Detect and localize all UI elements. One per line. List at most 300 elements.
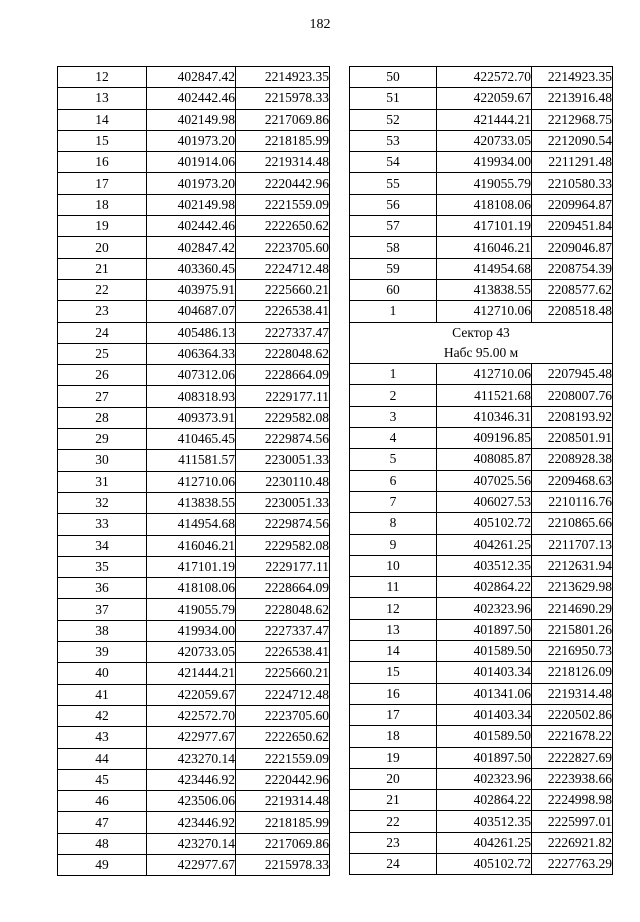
table-row	[58, 258, 330, 279]
point-number-cell: 3	[350, 406, 437, 427]
x-coordinate-cell: 407025.56	[437, 470, 532, 491]
y-coordinate-cell: 2224712.48	[236, 684, 330, 705]
point-number-cell: 35	[58, 556, 147, 577]
x-coordinate-cell: 402323.96	[437, 768, 532, 789]
x-coordinate-cell: 417101.19	[437, 216, 532, 237]
x-coordinate-cell: 405102.72	[437, 853, 532, 874]
y-coordinate-cell: 2222650.62	[236, 727, 330, 748]
table-row	[58, 407, 330, 428]
point-number-cell: 59	[350, 258, 437, 279]
table-row	[58, 237, 330, 258]
table-row	[58, 343, 330, 364]
point-number-cell: 13	[58, 88, 147, 109]
y-coordinate-cell: 2230051.33	[236, 450, 330, 471]
point-number-cell: 56	[350, 194, 437, 215]
x-coordinate-cell: 421444.21	[147, 663, 236, 684]
point-number-cell: 50	[350, 67, 437, 88]
point-number-cell: 32	[58, 492, 147, 513]
page-number: 182	[309, 17, 331, 32]
y-coordinate-cell: 2228048.62	[236, 599, 330, 620]
table-row	[58, 216, 330, 237]
table-row	[58, 152, 330, 173]
table-row	[350, 258, 613, 279]
x-coordinate-cell: 412710.06	[147, 471, 236, 492]
table-row	[350, 216, 613, 237]
table-row	[350, 811, 613, 832]
table-row	[350, 768, 613, 789]
sector-header-row	[350, 322, 613, 343]
x-coordinate-cell: 422572.70	[437, 67, 532, 88]
point-number-cell: 30	[58, 450, 147, 471]
table-row	[350, 726, 613, 747]
x-coordinate-cell: 401973.20	[147, 173, 236, 194]
y-coordinate-cell: 2209468.63	[532, 470, 613, 491]
x-coordinate-cell: 413838.55	[147, 492, 236, 513]
table-row	[58, 194, 330, 215]
x-coordinate-cell: 418108.06	[147, 578, 236, 599]
point-number-cell: 24	[58, 322, 147, 343]
x-coordinate-cell: 402149.98	[147, 109, 236, 130]
table-row	[350, 428, 613, 449]
table-row	[58, 578, 330, 599]
x-coordinate-cell: 407312.06	[147, 365, 236, 386]
point-number-cell: 52	[350, 109, 437, 130]
x-coordinate-cell: 404687.07	[147, 301, 236, 322]
table-row	[350, 470, 613, 491]
table-row	[350, 237, 613, 258]
table-row	[350, 194, 613, 215]
point-number-cell: 31	[58, 471, 147, 492]
x-coordinate-cell: 409196.85	[437, 428, 532, 449]
y-coordinate-cell: 2221559.09	[236, 194, 330, 215]
y-coordinate-cell: 2215978.33	[236, 854, 330, 875]
table-row	[58, 599, 330, 620]
table-row	[350, 385, 613, 406]
y-coordinate-cell: 2218126.09	[532, 662, 613, 683]
y-coordinate-cell: 2208501.91	[532, 428, 613, 449]
table-row	[350, 513, 613, 534]
point-number-cell: 25	[58, 343, 147, 364]
point-number-cell: 17	[350, 704, 437, 725]
y-coordinate-cell: 2224998.98	[532, 790, 613, 811]
x-coordinate-cell: 417101.19	[147, 556, 236, 577]
x-coordinate-cell: 405486.13	[147, 322, 236, 343]
y-coordinate-cell: 2218185.99	[236, 812, 330, 833]
x-coordinate-cell: 401589.50	[437, 641, 532, 662]
y-coordinate-cell: 2209046.87	[532, 237, 613, 258]
y-coordinate-cell: 2222827.69	[532, 747, 613, 768]
point-number-cell: 11	[350, 577, 437, 598]
point-number-cell: 2	[350, 385, 437, 406]
x-coordinate-cell: 412710.06	[437, 301, 532, 322]
point-number-cell: 26	[58, 365, 147, 386]
table-row	[58, 791, 330, 812]
point-number-cell: 1	[350, 301, 437, 322]
point-number-cell: 14	[350, 641, 437, 662]
y-coordinate-cell: 2219314.48	[532, 683, 613, 704]
table-row	[350, 534, 613, 555]
y-coordinate-cell: 2209964.87	[532, 194, 613, 215]
coordinates-table-right-body	[350, 67, 613, 875]
point-number-cell: 15	[350, 662, 437, 683]
x-coordinate-cell: 402442.46	[147, 216, 236, 237]
x-coordinate-cell: 416046.21	[437, 237, 532, 258]
x-coordinate-cell: 422059.67	[437, 88, 532, 109]
table-row	[350, 67, 613, 88]
point-number-cell: 21	[350, 790, 437, 811]
x-coordinate-cell: 401973.20	[147, 130, 236, 151]
point-number-cell: 24	[350, 853, 437, 874]
y-coordinate-cell: 2208518.48	[532, 301, 613, 322]
table-row	[58, 471, 330, 492]
table-row	[350, 641, 613, 662]
y-coordinate-cell: 2214923.35	[532, 67, 613, 88]
y-coordinate-cell: 2208928.38	[532, 449, 613, 470]
coordinates-table-left-body	[58, 67, 330, 876]
table-row	[350, 173, 613, 194]
table-row	[58, 386, 330, 407]
table-row	[58, 67, 330, 88]
x-coordinate-cell: 403360.45	[147, 258, 236, 279]
table-row	[58, 812, 330, 833]
y-coordinate-cell: 2227763.29	[532, 853, 613, 874]
x-coordinate-cell: 403512.35	[437, 811, 532, 832]
y-coordinate-cell: 2224712.48	[236, 258, 330, 279]
point-number-cell: 19	[350, 747, 437, 768]
table-row	[350, 832, 613, 853]
point-number-cell: 12	[58, 67, 147, 88]
table-row	[58, 492, 330, 513]
table-row	[350, 598, 613, 619]
point-number-cell: 36	[58, 578, 147, 599]
coordinates-table-left	[57, 66, 330, 876]
point-number-cell: 55	[350, 173, 437, 194]
table-row	[350, 491, 613, 512]
y-coordinate-cell: 2220502.86	[532, 704, 613, 725]
y-coordinate-cell: 2207945.48	[532, 364, 613, 385]
table-row	[58, 833, 330, 854]
point-number-cell: 48	[58, 833, 147, 854]
y-coordinate-cell: 2217069.86	[236, 833, 330, 854]
x-coordinate-cell: 419934.00	[437, 152, 532, 173]
point-number-cell: 7	[350, 491, 437, 512]
y-coordinate-cell: 2212968.75	[532, 109, 613, 130]
x-coordinate-cell: 420733.05	[147, 642, 236, 663]
y-coordinate-cell: 2215978.33	[236, 88, 330, 109]
x-coordinate-cell: 418108.06	[437, 194, 532, 215]
x-coordinate-cell: 402847.42	[147, 237, 236, 258]
x-coordinate-cell: 402323.96	[437, 598, 532, 619]
y-coordinate-cell: 2210580.33	[532, 173, 613, 194]
coordinates-table-right	[349, 66, 613, 875]
point-number-cell: 53	[350, 130, 437, 151]
x-coordinate-cell: 404261.25	[437, 534, 532, 555]
y-coordinate-cell: 2220442.96	[236, 173, 330, 194]
y-coordinate-cell: 2223705.60	[236, 705, 330, 726]
point-number-cell: 47	[58, 812, 147, 833]
table-row	[58, 535, 330, 556]
x-coordinate-cell: 401341.06	[437, 683, 532, 704]
y-coordinate-cell: 2226538.41	[236, 642, 330, 663]
point-number-cell: 38	[58, 620, 147, 641]
point-number-cell: 60	[350, 279, 437, 300]
x-coordinate-cell: 419934.00	[147, 620, 236, 641]
x-coordinate-cell: 402847.42	[147, 67, 236, 88]
point-number-cell: 13	[350, 619, 437, 640]
x-coordinate-cell: 420733.05	[437, 130, 532, 151]
x-coordinate-cell: 403512.35	[437, 555, 532, 576]
table-row	[350, 790, 613, 811]
table-row	[58, 173, 330, 194]
point-number-cell: 15	[58, 130, 147, 151]
x-coordinate-cell: 408318.93	[147, 386, 236, 407]
y-coordinate-cell: 2212631.94	[532, 555, 613, 576]
x-coordinate-cell: 423270.14	[147, 833, 236, 854]
x-coordinate-cell: 401914.06	[147, 152, 236, 173]
table-row	[350, 619, 613, 640]
table-row	[58, 854, 330, 875]
point-number-cell: 51	[350, 88, 437, 109]
point-number-cell: 1	[350, 364, 437, 385]
point-number-cell: 18	[58, 194, 147, 215]
x-coordinate-cell: 401897.50	[437, 747, 532, 768]
y-coordinate-cell: 2225660.21	[236, 279, 330, 300]
x-coordinate-cell: 423446.92	[147, 812, 236, 833]
point-number-cell: 49	[58, 854, 147, 875]
point-number-cell: 28	[58, 407, 147, 428]
table-row	[58, 365, 330, 386]
table-row	[350, 555, 613, 576]
y-coordinate-cell: 2229582.08	[236, 407, 330, 428]
point-number-cell: 41	[58, 684, 147, 705]
y-coordinate-cell: 2223938.66	[532, 768, 613, 789]
point-number-cell: 37	[58, 599, 147, 620]
table-row	[350, 109, 613, 130]
table-row	[350, 301, 613, 322]
table-row	[350, 449, 613, 470]
point-number-cell: 45	[58, 769, 147, 790]
point-number-cell: 54	[350, 152, 437, 173]
table-row	[58, 450, 330, 471]
y-coordinate-cell: 2221678.22	[532, 726, 613, 747]
table-row	[350, 88, 613, 109]
y-coordinate-cell: 2222650.62	[236, 216, 330, 237]
x-coordinate-cell: 410465.45	[147, 429, 236, 450]
table-row	[58, 556, 330, 577]
y-coordinate-cell: 2229874.56	[236, 514, 330, 535]
y-coordinate-cell: 2219314.48	[236, 791, 330, 812]
y-coordinate-cell: 2230051.33	[236, 492, 330, 513]
table-row	[58, 109, 330, 130]
point-number-cell: 44	[58, 748, 147, 769]
table-row	[350, 364, 613, 385]
point-number-cell: 8	[350, 513, 437, 534]
y-coordinate-cell: 2209451.84	[532, 216, 613, 237]
x-coordinate-cell: 416046.21	[147, 535, 236, 556]
x-coordinate-cell: 422059.67	[147, 684, 236, 705]
x-coordinate-cell: 402864.22	[437, 577, 532, 598]
point-number-cell: 40	[58, 663, 147, 684]
y-coordinate-cell: 2208754.39	[532, 258, 613, 279]
point-number-cell: 6	[350, 470, 437, 491]
table-row	[58, 88, 330, 109]
y-coordinate-cell: 2210865.66	[532, 513, 613, 534]
x-coordinate-cell: 421444.21	[437, 109, 532, 130]
x-coordinate-cell: 414954.68	[437, 258, 532, 279]
table-row	[58, 429, 330, 450]
x-coordinate-cell: 423446.92	[147, 769, 236, 790]
point-number-cell: 9	[350, 534, 437, 555]
point-number-cell: 19	[58, 216, 147, 237]
point-number-cell: 23	[58, 301, 147, 322]
x-coordinate-cell: 402864.22	[437, 790, 532, 811]
table-row	[350, 406, 613, 427]
y-coordinate-cell: 2212090.54	[532, 130, 613, 151]
y-coordinate-cell: 2227337.47	[236, 620, 330, 641]
y-coordinate-cell: 2220442.96	[236, 769, 330, 790]
x-coordinate-cell: 402442.46	[147, 88, 236, 109]
table-row	[58, 684, 330, 705]
y-coordinate-cell: 2214923.35	[236, 67, 330, 88]
x-coordinate-cell: 411581.57	[147, 450, 236, 471]
y-coordinate-cell: 2208193.92	[532, 406, 613, 427]
x-coordinate-cell: 402149.98	[147, 194, 236, 215]
table-row	[58, 301, 330, 322]
point-number-cell: 20	[350, 768, 437, 789]
y-coordinate-cell: 2213629.98	[532, 577, 613, 598]
table-row	[58, 514, 330, 535]
y-coordinate-cell: 2226538.41	[236, 301, 330, 322]
table-row	[350, 853, 613, 874]
table-row	[350, 279, 613, 300]
y-coordinate-cell: 2229582.08	[236, 535, 330, 556]
point-number-cell: 29	[58, 429, 147, 450]
point-number-cell: 16	[58, 152, 147, 173]
y-coordinate-cell: 2228664.09	[236, 365, 330, 386]
point-number-cell: 4	[350, 428, 437, 449]
y-coordinate-cell: 2223705.60	[236, 237, 330, 258]
table-row	[58, 642, 330, 663]
x-coordinate-cell: 403975.91	[147, 279, 236, 300]
y-coordinate-cell: 2216950.73	[532, 641, 613, 662]
point-number-cell: 10	[350, 555, 437, 576]
point-number-cell: 57	[350, 216, 437, 237]
table-row	[350, 577, 613, 598]
point-number-cell: 14	[58, 109, 147, 130]
point-number-cell: 12	[350, 598, 437, 619]
y-coordinate-cell: 2211291.48	[532, 152, 613, 173]
x-coordinate-cell: 401403.34	[437, 704, 532, 725]
table-row	[58, 705, 330, 726]
y-coordinate-cell: 2208007.76	[532, 385, 613, 406]
x-coordinate-cell: 413838.55	[437, 279, 532, 300]
y-coordinate-cell: 2225660.21	[236, 663, 330, 684]
table-row	[350, 683, 613, 704]
sector-header-row	[350, 343, 613, 364]
point-number-cell: 46	[58, 791, 147, 812]
y-coordinate-cell: 2217069.86	[236, 109, 330, 130]
x-coordinate-cell: 412710.06	[437, 364, 532, 385]
y-coordinate-cell: 2225997.01	[532, 811, 613, 832]
y-coordinate-cell: 2221559.09	[236, 748, 330, 769]
x-coordinate-cell: 406364.33	[147, 343, 236, 364]
x-coordinate-cell: 419055.79	[437, 173, 532, 194]
y-coordinate-cell: 2227337.47	[236, 322, 330, 343]
x-coordinate-cell: 422977.67	[147, 854, 236, 875]
y-coordinate-cell: 2208577.62	[532, 279, 613, 300]
point-number-cell: 22	[58, 279, 147, 300]
point-number-cell: 20	[58, 237, 147, 258]
table-row	[58, 620, 330, 641]
table-row	[350, 662, 613, 683]
y-coordinate-cell: 2210116.76	[532, 491, 613, 512]
x-coordinate-cell: 422572.70	[147, 705, 236, 726]
x-coordinate-cell: 423506.06	[147, 791, 236, 812]
point-number-cell: 22	[350, 811, 437, 832]
point-number-cell: 18	[350, 726, 437, 747]
y-coordinate-cell: 2228048.62	[236, 343, 330, 364]
y-coordinate-cell: 2214690.29	[532, 598, 613, 619]
x-coordinate-cell: 423270.14	[147, 748, 236, 769]
x-coordinate-cell: 419055.79	[147, 599, 236, 620]
point-number-cell: 43	[58, 727, 147, 748]
table-row	[58, 130, 330, 151]
sector-height: Набс 95.00 м	[350, 343, 613, 364]
x-coordinate-cell: 422977.67	[147, 727, 236, 748]
point-number-cell: 42	[58, 705, 147, 726]
y-coordinate-cell: 2229177.11	[236, 386, 330, 407]
x-coordinate-cell: 410346.31	[437, 406, 532, 427]
y-coordinate-cell: 2230110.48	[236, 471, 330, 492]
table-row	[58, 769, 330, 790]
x-coordinate-cell: 411521.68	[437, 385, 532, 406]
point-number-cell: 33	[58, 514, 147, 535]
y-coordinate-cell: 2218185.99	[236, 130, 330, 151]
y-coordinate-cell: 2229177.11	[236, 556, 330, 577]
point-number-cell: 16	[350, 683, 437, 704]
table-row	[58, 663, 330, 684]
x-coordinate-cell: 401897.50	[437, 619, 532, 640]
x-coordinate-cell: 404261.25	[437, 832, 532, 853]
x-coordinate-cell: 406027.53	[437, 491, 532, 512]
y-coordinate-cell: 2213916.48	[532, 88, 613, 109]
table-row	[58, 279, 330, 300]
x-coordinate-cell: 401589.50	[437, 726, 532, 747]
table-row	[350, 152, 613, 173]
point-number-cell: 39	[58, 642, 147, 663]
sector-title: Сектор 43	[350, 322, 613, 343]
table-row	[58, 322, 330, 343]
y-coordinate-cell: 2226921.82	[532, 832, 613, 853]
point-number-cell: 21	[58, 258, 147, 279]
table-row	[350, 747, 613, 768]
table-row	[58, 727, 330, 748]
point-number-cell: 23	[350, 832, 437, 853]
table-row	[58, 748, 330, 769]
y-coordinate-cell: 2229874.56	[236, 429, 330, 450]
point-number-cell: 27	[58, 386, 147, 407]
point-number-cell: 58	[350, 237, 437, 258]
y-coordinate-cell: 2215801.26	[532, 619, 613, 640]
y-coordinate-cell: 2228664.09	[236, 578, 330, 599]
point-number-cell: 5	[350, 449, 437, 470]
x-coordinate-cell: 405102.72	[437, 513, 532, 534]
x-coordinate-cell: 414954.68	[147, 514, 236, 535]
y-coordinate-cell: 2211707.13	[532, 534, 613, 555]
table-row	[350, 130, 613, 151]
x-coordinate-cell: 409373.91	[147, 407, 236, 428]
y-coordinate-cell: 2219314.48	[236, 152, 330, 173]
